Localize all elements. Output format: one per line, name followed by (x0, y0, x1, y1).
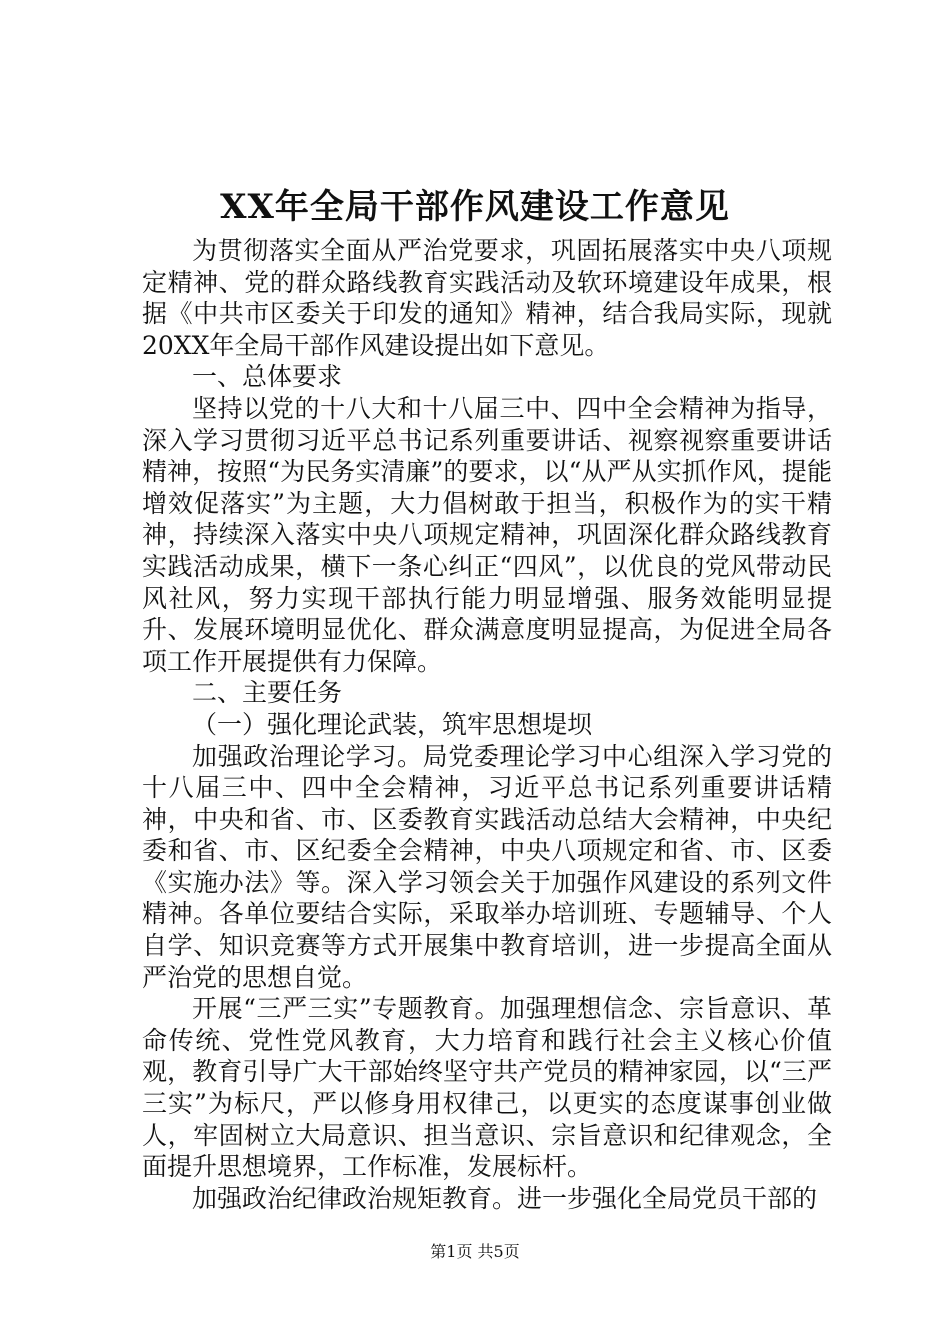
paragraph-three-strict-three-solid: 开展“三严三实”专题教育。加强理想信念、宗旨意识、革命传统、党性党风教育，大力培育和践行社会主义核心价值观，教育引导广大干部始终坚守共产党员的精神家园，以“三严三实”为标尺，严以修身用权律己，以更实的态度谋事创业做人，牢固树立大局意识、担当意识、宗旨意识和纪律观念，全面提升思想境界，工作标准，发展标杆。 (142, 994, 832, 1182)
section-heading-main-tasks: 二、主要任务 (192, 678, 343, 708)
paragraph-political-discipline: 加强政治纪律政治规矩教育。进一步强化全局党员干部的 (192, 1183, 818, 1213)
paragraph-intro: 为贯彻落实全面从严治党要求，巩固拓展落实中央八项规定精神、党的群众路线教育实践活动及软环境建设年成果，根据《中共市区委关于印发的通知》精神，结合我局实际，现就20XX年全局干部作风建设提出如下意见。 (142, 236, 832, 360)
section-heading-general: 一、总体要求 (192, 362, 343, 392)
document-title: XX年全局干部作风建设工作意见 (220, 187, 730, 227)
page-footer: 第1页 共5页 (430, 1242, 520, 1261)
subsection-heading-theory: （一）强化理论武装，筑牢思想堤坝 (192, 709, 593, 739)
paragraph-political-theory-study: 加强政治理论学习。局党委理论学习中心组深入学习党的十八届三中、四中全会精神，习近平总书记系列重要讲话精神，中央和省、市、区委教育实践活动总结大会精神，中央纪委和省、市、区纪委全会精神，中央八项规定和省、市、区委《实施办法》等。深入学习领会关于加强作风建设的系列文件精神。各单位要结合实际，采取举办培训班、专题辅导、个人自学、知识竞赛等方式开展集中教育培训，进一步提高全面从严治党的思想自觉。 (142, 741, 832, 992)
paragraph-general-requirements: 坚持以党的十八大和十八届三中、四中全会精神为指导，深入学习贯彻习近平总书记系列重要讲话、视察视察重要讲话精神，按照“为民务实清廉”的要求，以“从严从实抓作风，提能增效促落实”为主题，大力倡树敢于担当，积极作为的实干精神，持续深入落实中央八项规定精神，巩固深化群众路线教育实践活动成果，横下一条心纠正“四风”，以优良的党风带动民风社风，努力实现干部执行能力明显增强、服务效能明显提升、发展环境明显优化、群众满意度明显提高，为促进全局各项工作开展提供有力保障。 (142, 393, 832, 676)
document-body (142, 235, 832, 1214)
